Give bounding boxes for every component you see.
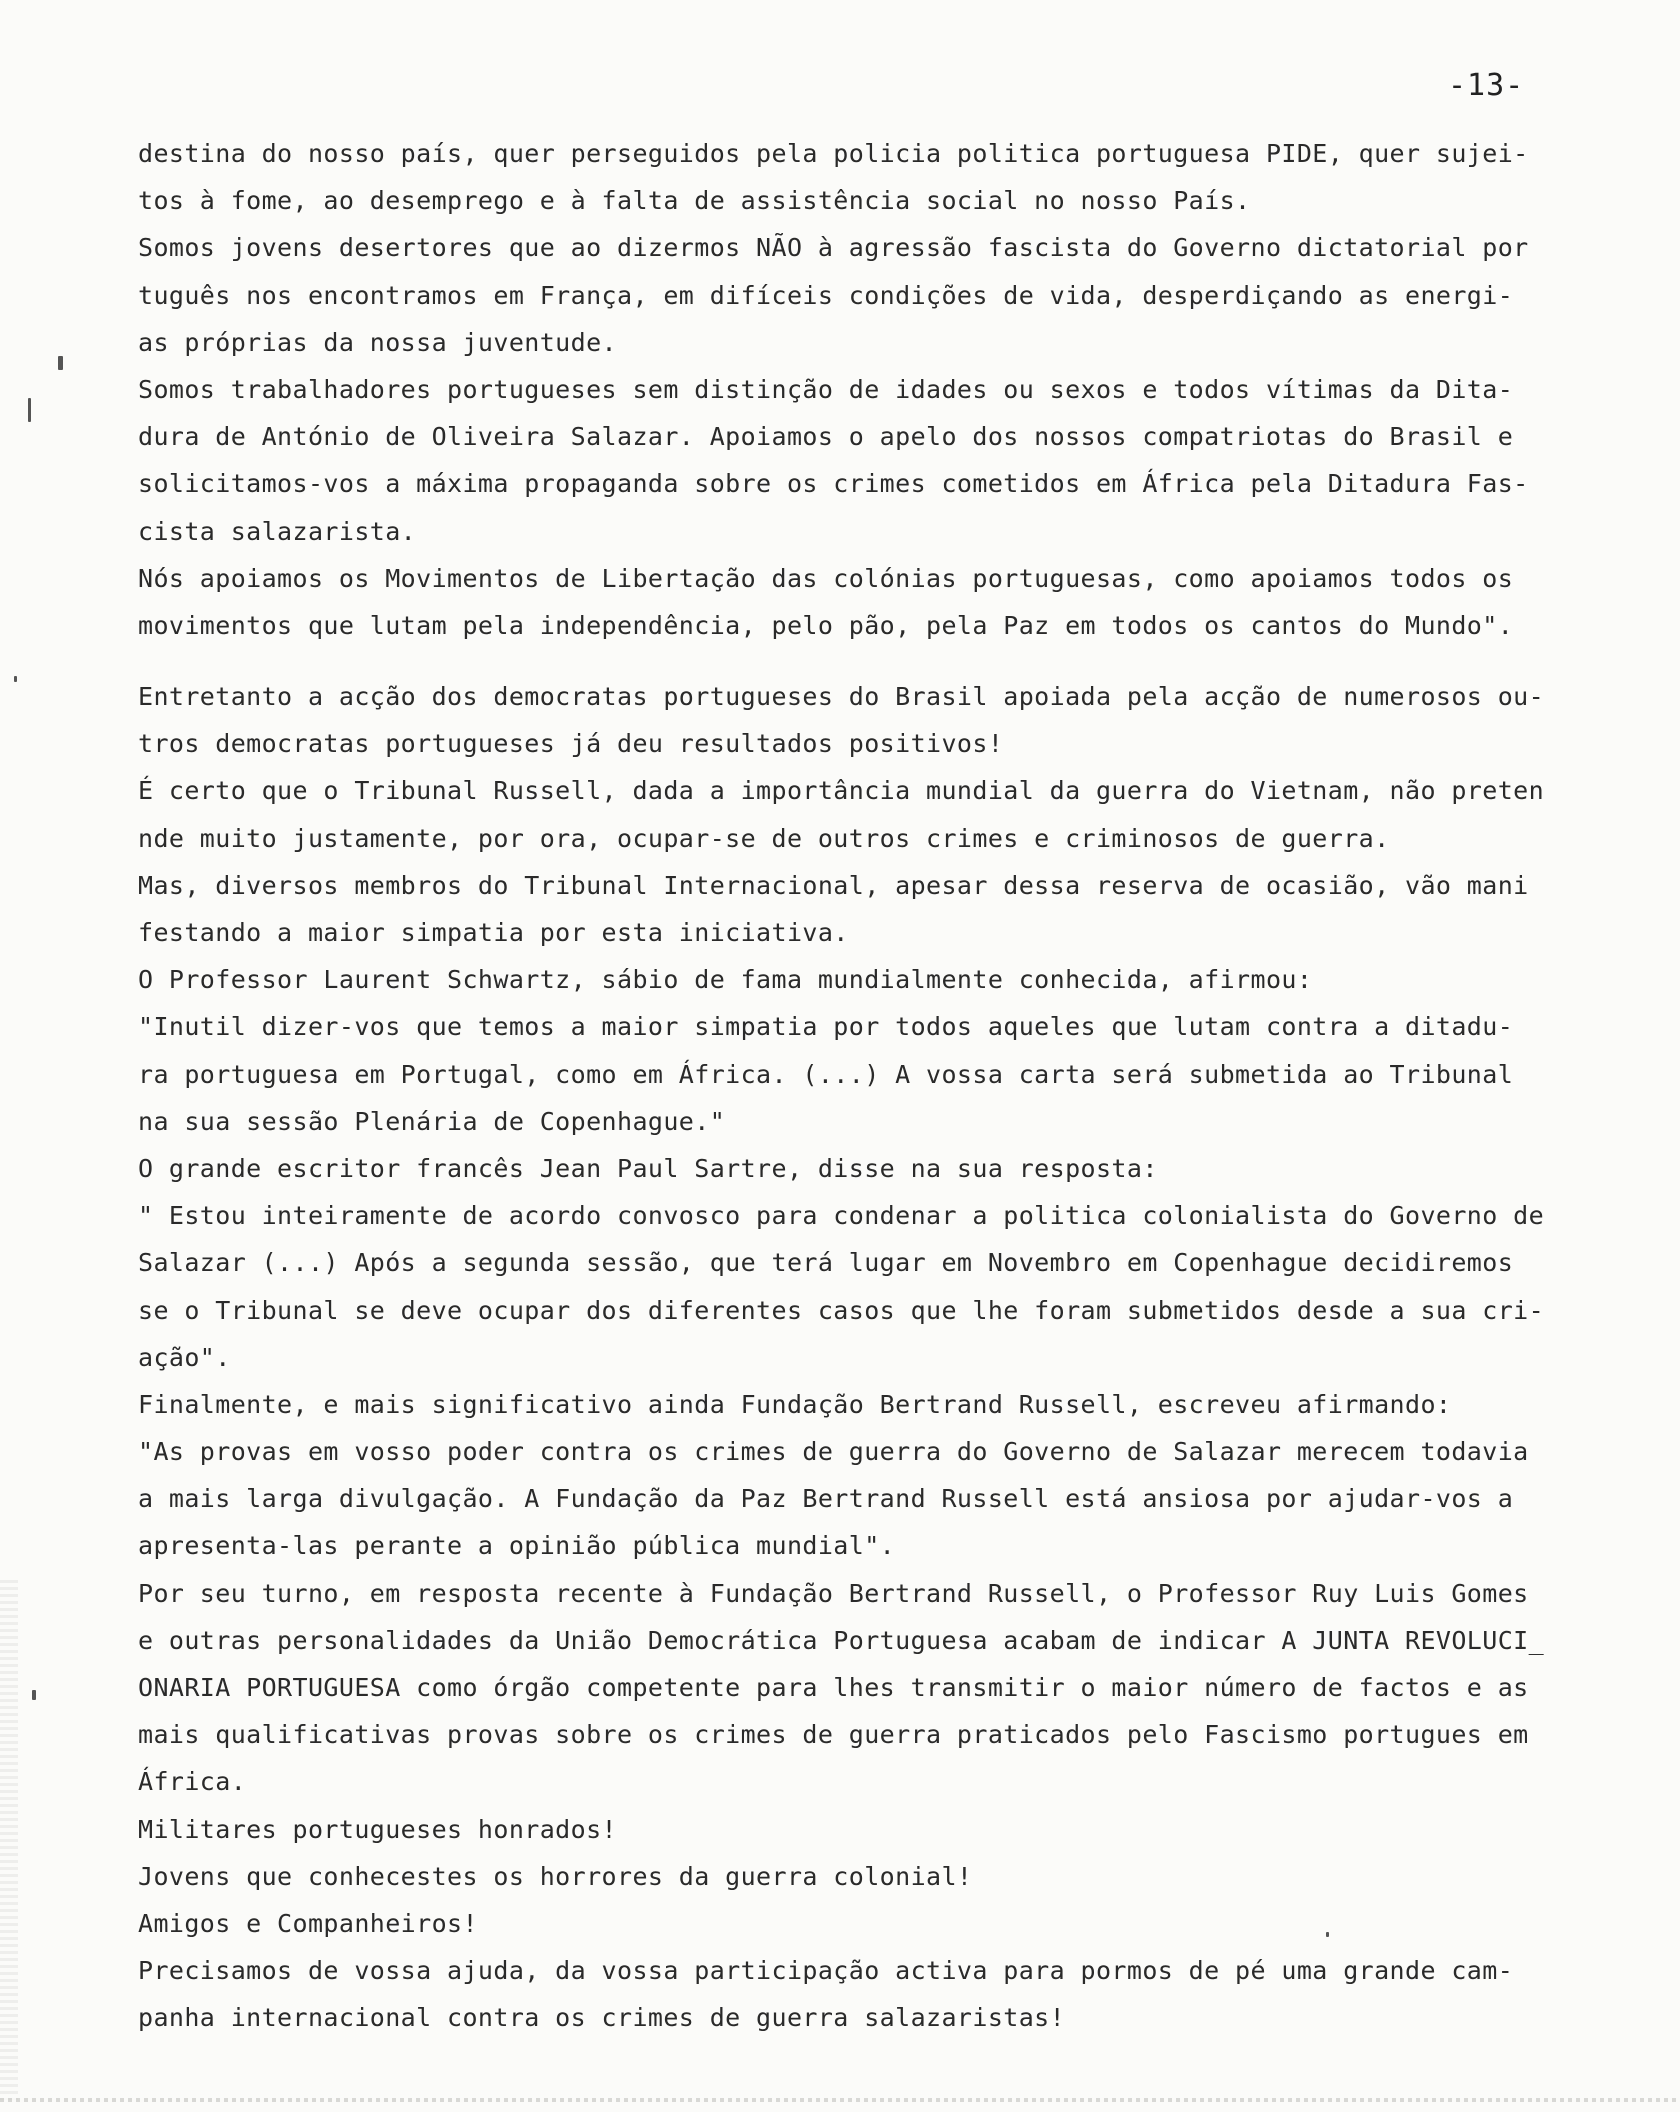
paragraph <box>138 862 1588 956</box>
paragraph <box>138 366 1588 555</box>
text-line: dura de António de Oliveira Salazar. Apoiamos o apelo dos nossos compatriotas do Brasil e <box>138 422 1514 452</box>
text-line: Precisamos de vossa ajuda, da vossa participação activa para pormos de pé uma grande cam- <box>138 1956 1514 1986</box>
paragraph <box>138 767 1588 861</box>
text-line: a mais larga divulgação. A Fundação da Paz Bertrand Russell está ansiosa por ajudar-vos a <box>138 1484 1514 1514</box>
text-line: tros democratas portugueses já deu resultados positivos! <box>138 729 1004 759</box>
text-line: se o Tribunal se deve ocupar dos diferentes casos que lhe foram submetidos desde a sua cri- <box>138 1295 1545 1325</box>
text-line: panha internacional contra os crimes de guerra salazaristas! <box>138 2003 1066 2033</box>
scan-speck <box>58 356 63 370</box>
page-number: -13- <box>1448 68 1525 103</box>
text-line: Entretanto a acção dos democratas portugueses do Brasil apoiada pela acção de numerosos ou- <box>138 682 1545 712</box>
text-line: O grande escritor francês Jean Paul Sartre, disse na sua resposta: <box>138 1153 1158 1183</box>
paragraph <box>138 673 1588 767</box>
text-line: Amigos e Companheiros! <box>138 1908 478 1938</box>
text-line: Somos jovens desertores que ao dizermos NÃO à agressão fascista do Governo dictatorial por <box>138 233 1529 263</box>
paragraph <box>138 130 1588 224</box>
scan-speck <box>28 398 31 422</box>
scan-bottom-edge <box>0 2098 1680 2102</box>
text-line: Salazar (...) Após a segunda sessão, que terá lugar em Novembro em Copenhague decidiremos <box>138 1248 1514 1278</box>
text-line: O Professor Laurent Schwartz, sábio de fama mundialmente conhecida, afirmou: <box>138 965 1313 995</box>
text-line: Somos trabalhadores portugueses sem distinção de idades ou sexos e todos vítimas da Dita- <box>138 374 1514 404</box>
text-line: mais qualificativas provas sobre os crimes de guerra praticados pelo Fascismo portugues em <box>138 1720 1529 1750</box>
text-line: É certo que o Tribunal Russell, dada a importância mundial da guerra do Vietnam, não preten <box>138 776 1545 806</box>
paragraph <box>138 956 1588 1145</box>
text-line: ação". <box>138 1342 231 1372</box>
scan-speck <box>14 676 17 682</box>
text-line: apresenta-las perante a opinião pública mundial". <box>138 1531 896 1561</box>
text-line: destina do nosso país, quer perseguidos pela policia politica portuguesa PIDE, quer sujei- <box>138 139 1529 168</box>
body-text <box>138 130 1588 2042</box>
paragraph <box>138 224 1588 366</box>
text-line: na sua sessão Plenária de Copenhague." <box>138 1106 726 1136</box>
paragraph <box>138 555 1588 649</box>
text-line: tuguês nos encontramos em França, em difíceis condições de vida, desperdiçando as energi- <box>138 280 1514 310</box>
paragraph <box>138 1381 1588 1570</box>
paragraph-gap <box>138 649 1588 673</box>
text-line: as próprias da nossa juventude. <box>138 327 617 357</box>
text-line: Nós apoiamos os Movimentos de Libertação das colónias portuguesas, como apoiamos todos os <box>138 563 1514 593</box>
text-line: " Estou inteiramente de acordo convosco para condenar a politica colonialista do Governo de <box>138 1201 1545 1231</box>
paragraph <box>138 1145 1588 1381</box>
paragraph <box>138 1570 1588 1806</box>
text-line: festando a maior simpatia por esta iniciativa. <box>138 918 849 947</box>
text-line: Mas, diversos membros do Tribunal Internacional, apesar dessa reserva de ocasião, vão mani <box>138 870 1529 900</box>
text-line: cista salazarista. <box>138 516 417 546</box>
text-line: África. <box>138 1767 247 1797</box>
text-line: ONARIA PORTUGUESA como órgão competente para lhes transmitir o maior número de factos e as <box>138 1673 1529 1702</box>
scan-left-edge-noise <box>0 1580 18 2100</box>
text-line: "As provas em vosso poder contra os crimes de guerra do Governo de Salazar merecem todavia <box>138 1437 1529 1467</box>
paragraph <box>138 1806 1588 2042</box>
text-line: Jovens que conhecestes os horrores da guerra colonial! <box>138 1861 973 1891</box>
scan-speck <box>32 1690 36 1700</box>
text-line: Finalmente, e mais significativo ainda Fundação Bertrand Russell, escreveu afirmando: <box>138 1389 1452 1419</box>
text-line: "Inutil dizer-vos que temos a maior simpatia por todos aqueles que lutam contra a ditadu- <box>138 1012 1514 1042</box>
text-line: Por seu turno, em resposta recente à Fundação Bertrand Russell, o Professor Ruy Luis Gomes <box>138 1578 1529 1608</box>
text-line: e outras personalidades da União Democrática Portuguesa acabam de indicar A JUNTA REVOLUCI_ <box>138 1625 1545 1655</box>
text-line: nde muito justamente, por ora, ocupar-se de outros crimes e criminosos de guerra. <box>138 823 1390 853</box>
text-line: movimentos que lutam pela independência, pelo pão, pela Paz em todos os cantos do Mundo". <box>138 610 1514 640</box>
text-line: solicitamos-vos a máxima propaganda sobre os crimes cometidos em África pela Ditadura Fas- <box>138 469 1529 499</box>
text-line: ra portuguesa em Portugal, como em África. (...) A vossa carta será submetida ao Tribunal <box>138 1059 1514 1089</box>
text-line: tos à fome, ao desemprego e à falta de assistência social no nosso País. <box>138 186 1251 216</box>
text-line: Militares portugueses honrados! <box>138 1814 617 1844</box>
